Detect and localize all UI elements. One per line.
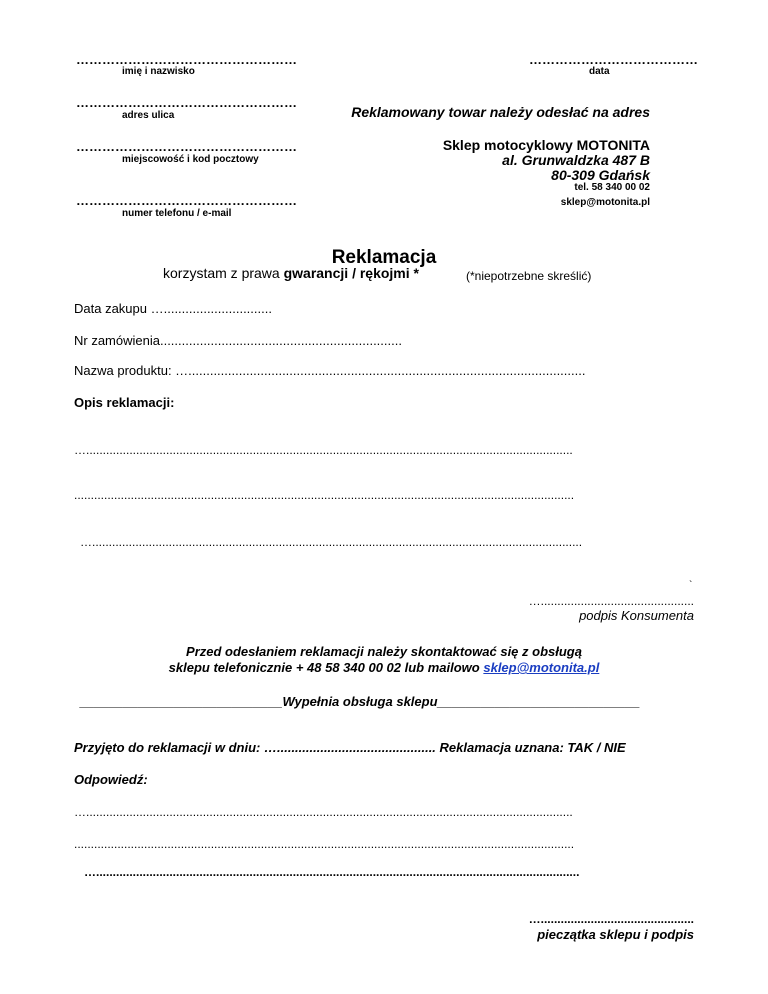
city-label: miejscowość i kod pocztowy — [122, 154, 259, 165]
notice-line-1: Przed odesłaniem reklamacji należy skontaktować się z obsługą — [186, 644, 582, 659]
signature-line[interactable]: ….............................................. — [528, 594, 694, 608]
order-number-field[interactable]: Nr zamówienia................................................................... — [74, 333, 402, 348]
notice-line-2-text: sklepu telefonicznie + 48 58 340 00 02 lub mailowo — [168, 660, 480, 675]
date-line[interactable]: ………………………………… — [529, 52, 698, 67]
name-line[interactable]: …………………………………………… — [76, 52, 297, 67]
description-label: Opis reklamacji: — [74, 395, 175, 410]
date-label: data — [589, 66, 610, 77]
contact-line[interactable]: …………………………………………… — [76, 193, 297, 208]
staff-section-title: Wypełnia obsługa sklepu — [282, 694, 438, 709]
answer-line-3[interactable]: …................................................................................................................................................. — [84, 865, 580, 879]
staff-section-header — [80, 694, 640, 709]
shop-name: Sklep motocyklowy MOTONITA — [442, 137, 650, 153]
subtitle-bold: gwarancji / rękojmi * — [283, 265, 419, 281]
city-line[interactable]: …………………………………………… — [76, 139, 297, 154]
answer-line-2[interactable]: ...................................................................................................................................................... — [74, 837, 575, 851]
street-line[interactable]: …………………………………………… — [76, 95, 297, 110]
notice-line-2 — [0, 660, 768, 675]
subtitle-prefix: korzystam z prawa — [163, 265, 280, 281]
shop-email-link[interactable]: sklep@motonita.pl — [483, 660, 600, 675]
signature-tick: ` — [689, 580, 693, 591]
accepted-line[interactable]: Przyjęto do reklamacji w dniu: …............................................ Reklamacja uznana: TAK / NIE — [74, 740, 626, 755]
shop-street: al. Grunwaldzka 487 B — [502, 152, 650, 168]
contact-label: numer telefonu / e-mail — [122, 208, 232, 219]
shop-city: 80-309 Gdańsk — [551, 167, 650, 183]
page-title: Reklamacja — [331, 247, 437, 268]
description-line-2[interactable]: ...................................................................................................................................................... — [74, 488, 575, 502]
subtitle — [163, 265, 419, 281]
purchase-date-field[interactable]: Data zakupu ….............................. — [74, 301, 272, 316]
subtitle-note: (*niepotrzebne skreślić) — [466, 269, 592, 283]
signature-label: podpis Konsumenta — [579, 608, 694, 623]
answer-label: Odpowiedź: — [74, 772, 148, 787]
stamp-label: pieczątka sklepu i podpis — [537, 927, 694, 942]
shop-email: sklep@motonita.pl — [560, 197, 650, 208]
divider-left: ____________________________ — [80, 694, 283, 709]
answer-line-1[interactable]: ….................................................................................................................................................. — [74, 805, 573, 819]
product-name-field[interactable]: Nazwa produktu: ….............................................................................................................. — [74, 363, 586, 378]
description-line-1[interactable]: ….................................................................................................................................................. — [74, 443, 573, 457]
shop-phone: tel. 58 340 00 02 — [574, 182, 650, 193]
description-line-3[interactable]: …................................................................................................................................................... — [80, 535, 583, 549]
return-note: Reklamowany towar należy odesłać na adres — [351, 104, 650, 120]
stamp-line[interactable]: ….............................................. — [528, 912, 694, 926]
name-label: imię i nazwisko — [122, 66, 195, 77]
divider-right: ____________________________ — [437, 694, 640, 709]
street-label: adres ulica — [122, 110, 175, 121]
